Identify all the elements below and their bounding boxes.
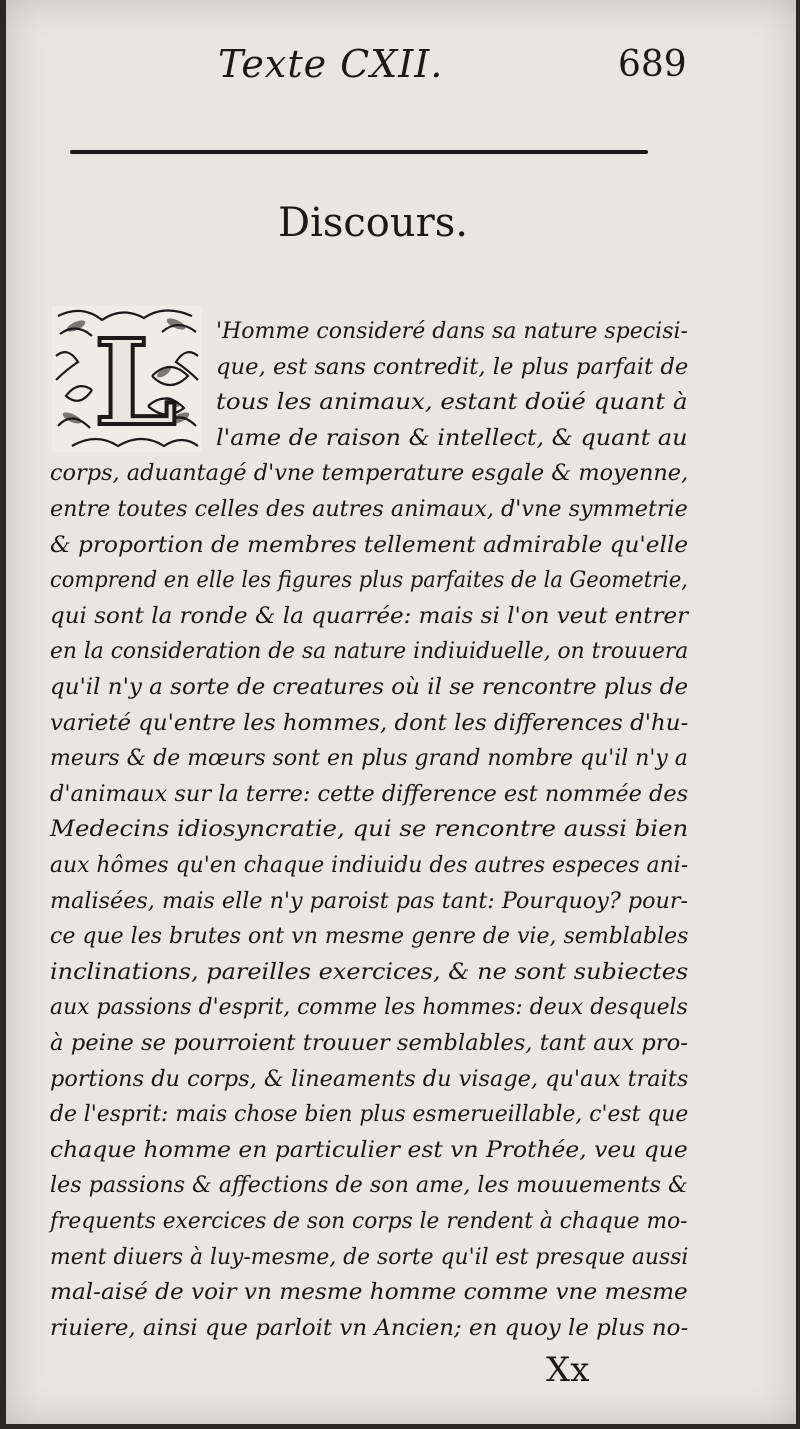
body-line: tous les animaux, estant doüé quant à bbox=[216, 389, 688, 416]
catchword: Xx bbox=[546, 1350, 590, 1390]
body-line: meurs & de mœurs sont en plus grand nombre qu'il n'y a bbox=[50, 745, 688, 772]
body-line: aux passions d'esprit, comme les hommes: deux desquels bbox=[50, 994, 688, 1021]
body-line: portions du corps, & lineaments du visage, qu'aux traits bbox=[50, 1065, 689, 1092]
body-line: aux hômes qu'en chaque indiuidu des autres especes ani- bbox=[50, 852, 689, 878]
decorated-initial-letter bbox=[52, 306, 202, 452]
body-line: comprend en elle les figures plus parfaites de la Geometrie, bbox=[50, 567, 688, 594]
section-title: Discours. bbox=[278, 200, 468, 246]
body-line: ment diuers à luy-mesme, de sorte qu'il est presque aussi bbox=[50, 1243, 689, 1270]
body-line: de l'esprit: mais chose bien plus esmerueillable, c'est que bbox=[50, 1101, 689, 1128]
body-line: qu'il n'y a sorte de creatures où il se rencontre plus de bbox=[50, 674, 689, 700]
body-line: que, est sans contredit, le plus parfait de bbox=[216, 353, 689, 380]
body-line: l'ame de raison & intellect, & quant au bbox=[216, 424, 688, 451]
body-line: en la consideration de sa nature indiuiduelle, on trouuera bbox=[50, 638, 689, 665]
body-line: corps, aduantagé d'vne temperature esgale & moyenne, bbox=[50, 460, 689, 487]
body-line: d'animaux sur la terre: cette difference est nommée des bbox=[50, 780, 689, 807]
body-line: entre toutes celles des autres animaux, d'vne symmetrie bbox=[50, 496, 688, 522]
body-line: chaque homme en particulier est vn Prothée, veu que bbox=[50, 1136, 688, 1163]
body-line: ce que les brutes ont vn mesme genre de vie, semblables bbox=[50, 923, 689, 950]
initial-letter-glyph: L bbox=[94, 313, 177, 452]
body-line: qui sont la ronde & la quarrée: mais si l'on veut entrer bbox=[50, 602, 689, 629]
body-line: 'Homme consideré dans sa nature specisi- bbox=[216, 318, 689, 344]
body-line: inclinations, pareilles exercices, & ne sont subiectes bbox=[50, 958, 689, 985]
running-header-title: Texte CXII. bbox=[218, 42, 444, 86]
body-line: riuiere, ainsi que parloit vn Ancien; en quoy le plus no- bbox=[50, 1314, 689, 1341]
book-page bbox=[6, 0, 796, 1424]
body-line: varieté qu'entre les hommes, dont les differences d'hu- bbox=[50, 709, 689, 736]
body-line: frequents exercices de son corps le rendent à chaque mo- bbox=[50, 1208, 688, 1234]
body-line: à peine se pourroient trouuer semblables, tant aux pro- bbox=[50, 1030, 688, 1056]
body-line: & proportion de membres tellement admirable qu'elle bbox=[50, 531, 689, 558]
body-line: les passions & affections de son ame, les mouuements & bbox=[50, 1172, 688, 1199]
body-line: mal-aisé de voir vn mesme homme comme vne mesme bbox=[50, 1279, 688, 1306]
body-line: Medecins idiosyncratie, qui se rencontre aussi bien bbox=[50, 816, 689, 843]
body-line: malisées, mais elle n'y paroist pas tant: Pourquoy? pour- bbox=[50, 887, 689, 914]
header-rule bbox=[70, 150, 648, 154]
page-number: 689 bbox=[618, 44, 687, 85]
